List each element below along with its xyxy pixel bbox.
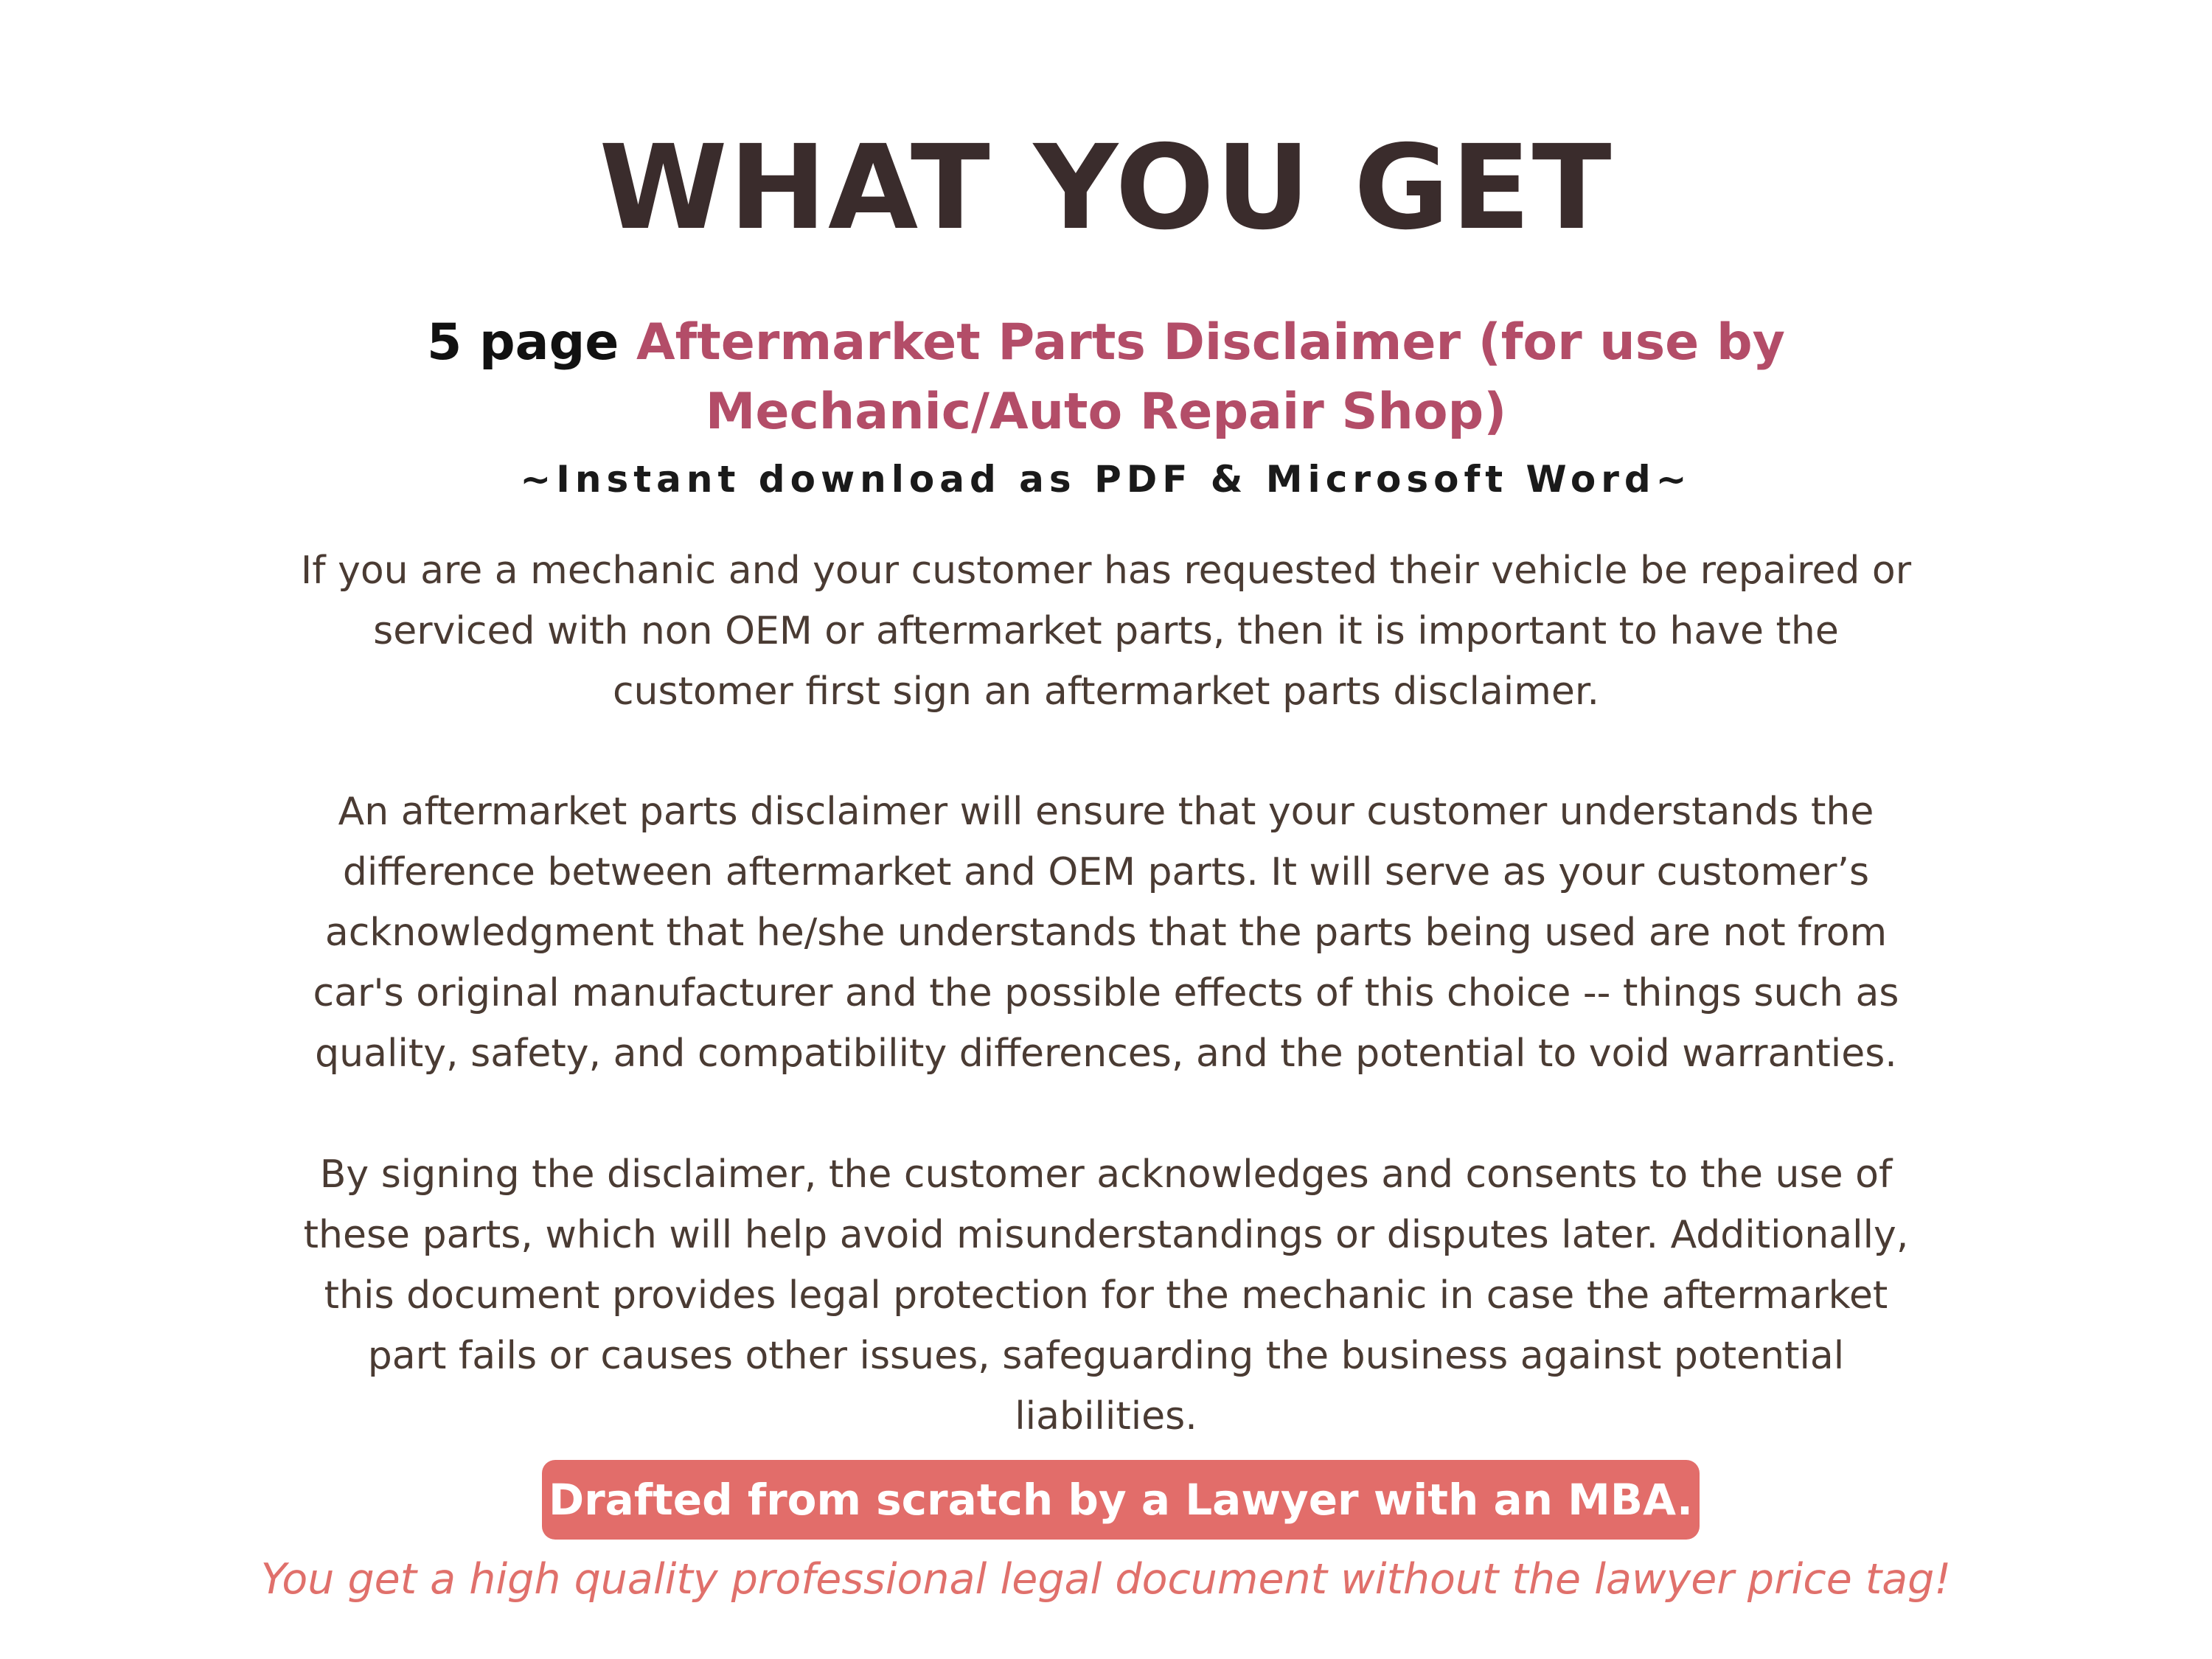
product-subtitle xyxy=(310,308,1902,447)
subtitle-product-name: Aftermarket Parts Disclaimer (for use by Mechanic/Auto Repair Shop) xyxy=(636,313,1785,441)
description-paragraph: An aftermarket parts disclaimer will ensure that your customer understands the difference between aftermarket and OEM parts. It will serve as your customer’s acknowledgment that he/she understands that the parts being used are not from car's original manufacturer and the possible effects of this choice -- things such as quality, safety, and compatibility differences, and the potential to void warranties. xyxy=(313,790,1899,1076)
page-heading: WHAT YOU GET xyxy=(599,120,1613,256)
price-tagline: You get a high quality professional legal document without the lawyer price tag! xyxy=(260,1555,1952,1604)
lawyer-badge: Drafted from scratch by a Lawyer with an MBA. xyxy=(542,1460,1700,1540)
subtitle-page-count: 5 page xyxy=(427,313,637,372)
download-format-note: ~Instant download as PDF & Microsoft Word~ xyxy=(520,458,1692,501)
description-paragraph: By signing the disclaimer, the customer acknowledges and consents to the use of these parts, which will help avoid misunderstandings or disputes later. Additionally, this document provides legal protection for the mechanic in case the aftermarket part fails or causes other issues, safeguarding the business against potential liabilities. xyxy=(303,1152,1909,1439)
description-paragraph: If you are a mechanic and your customer has requested their vehicle be repaired or serviced with non OEM or aftermarket parts, then it is important to have the customer first sign an aftermarket parts disclaimer. xyxy=(300,549,1912,714)
